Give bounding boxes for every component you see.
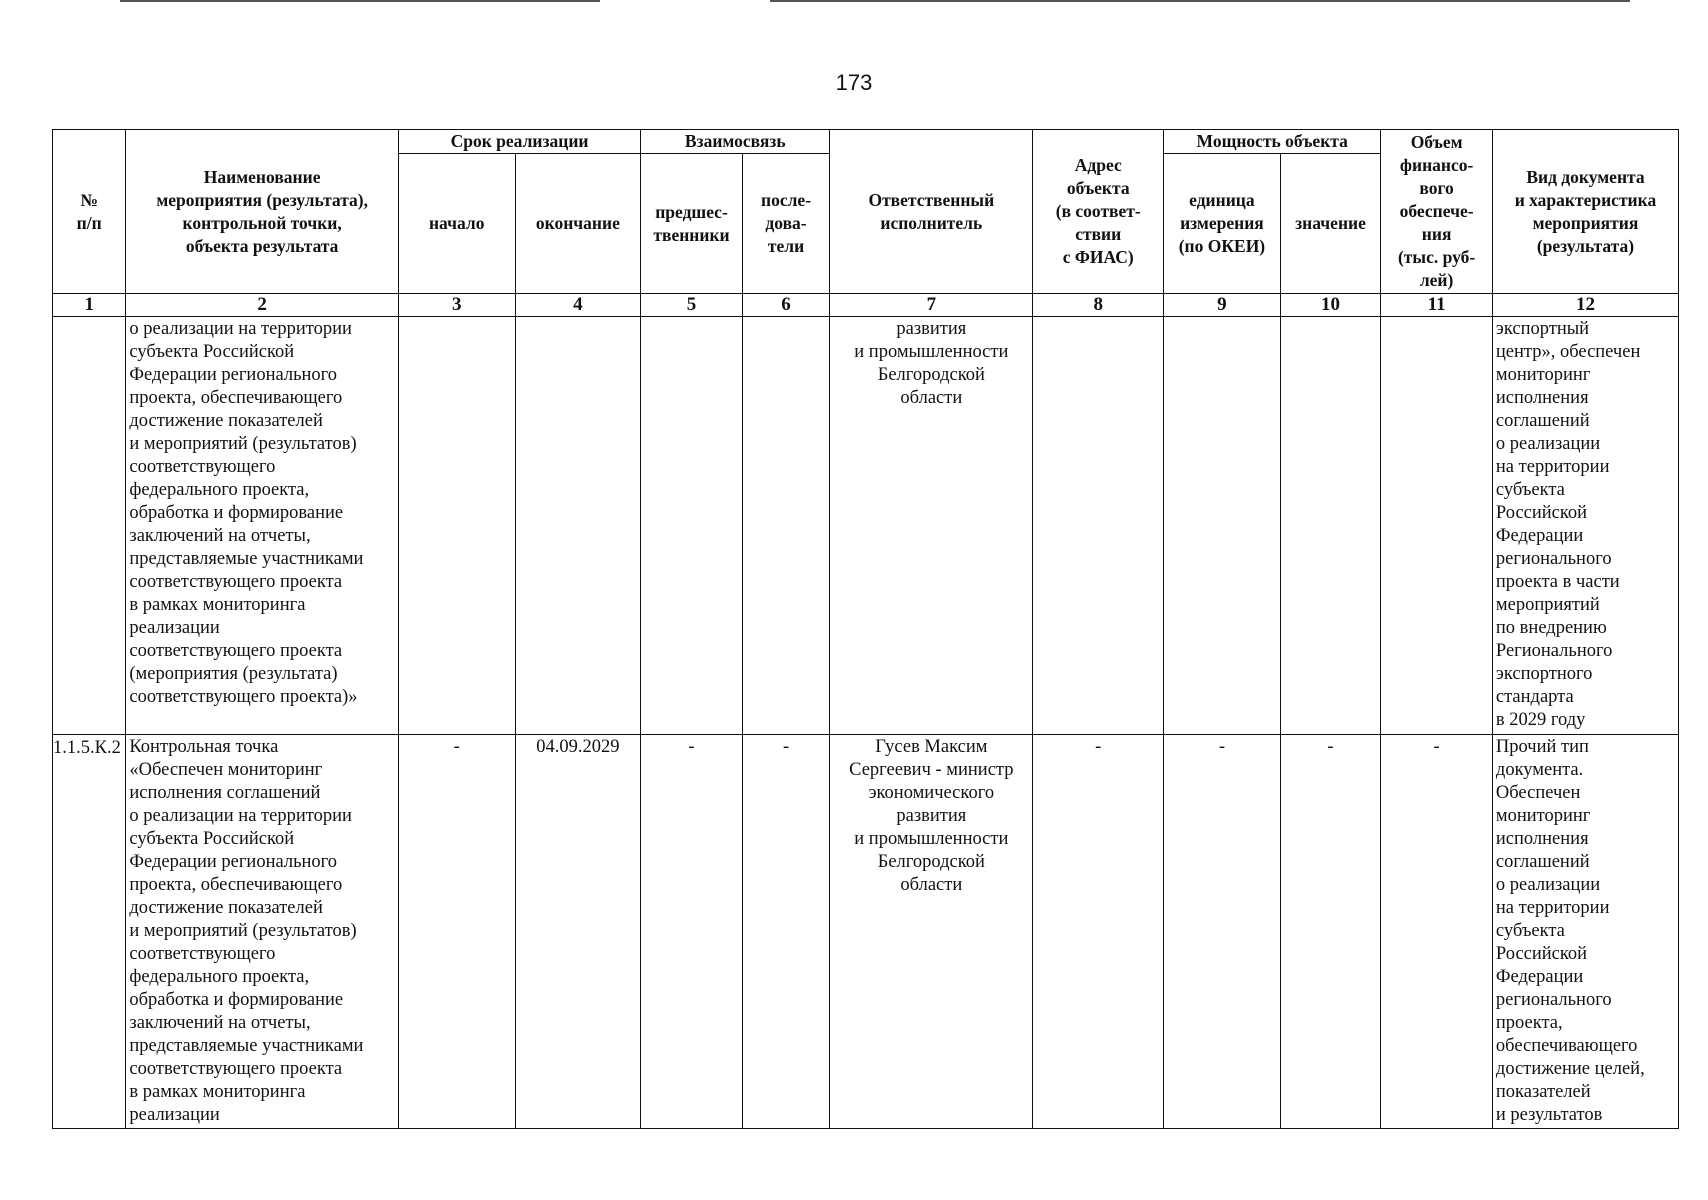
header-start: начало	[398, 154, 515, 294]
table-row	[53, 317, 1679, 735]
header-end: окончание	[515, 154, 641, 294]
header-group-term: Срок реализации	[398, 130, 640, 154]
column-number: 9	[1164, 294, 1281, 317]
row-successors	[742, 317, 829, 735]
row-name: Контрольная точка «Обеспечен мониторинг исполнения соглашений о реализации на территории субъекта Российской Федерации регионального проекта, обеспечивающего достижение показателей и мероприятий (результатов) соответствующего федерального проекта, обработка и формирование заключений на отчеты, представляемые участниками соответствующего проекта в рамках мониторинга реализации	[126, 735, 399, 1129]
row-start	[398, 317, 515, 735]
header-value: значение	[1280, 154, 1381, 294]
header-responsible: Ответственный исполнитель	[830, 130, 1033, 294]
header-document: Вид документа и характеристика мероприятия (результата)	[1492, 130, 1678, 294]
column-number: 4	[515, 294, 641, 317]
row-predecessors: -	[641, 735, 743, 1129]
row-successors: -	[742, 735, 829, 1129]
row-address: -	[1033, 735, 1164, 1129]
column-number: 11	[1381, 294, 1493, 317]
row-id: 1.1.5.К.2	[53, 735, 126, 1129]
header-successors: после- дова- тели	[742, 154, 829, 294]
scan-top-line-left	[120, 0, 600, 2]
row-start: -	[398, 735, 515, 1129]
header-number: № п/п	[53, 130, 126, 294]
table-row	[53, 735, 1679, 1129]
column-number: 10	[1280, 294, 1381, 317]
header-financing: Объем финансо- вого обеспече- ния (тыс. руб- лей)	[1381, 130, 1493, 294]
row-address	[1033, 317, 1164, 735]
row-responsible: развития и промышленности Белгородской области	[830, 317, 1033, 735]
column-number: 8	[1033, 294, 1164, 317]
row-responsible: Гусев Максим Сергеевич - министр экономического развития и промышленности Белгородской области	[830, 735, 1033, 1129]
header-group-relation: Взаимосвязь	[641, 130, 830, 154]
row-document: Прочий тип документа. Обеспечен мониторинг исполнения соглашений о реализации на территории субъекта Российской Федерации регионального проекта, обеспечивающего достижение целей, показателей и результатов	[1492, 735, 1678, 1129]
row-end: 04.09.2029	[515, 735, 641, 1129]
column-number: 12	[1492, 294, 1678, 317]
row-end	[515, 317, 641, 735]
header-predecessors: предшес- твенники	[641, 154, 743, 294]
header-unit: единица измерения (по ОКЕИ)	[1164, 154, 1281, 294]
scan-top-line-right	[770, 0, 1630, 2]
row-financing: -	[1381, 735, 1493, 1129]
column-number: 6	[742, 294, 829, 317]
column-number: 5	[641, 294, 743, 317]
results-table	[52, 129, 1679, 1129]
column-number: 3	[398, 294, 515, 317]
column-number: 1	[53, 294, 126, 317]
header-name: Наименование мероприятия (результата), контрольной точки, объекта результата	[126, 130, 399, 294]
column-number: 2	[126, 294, 399, 317]
row-financing	[1381, 317, 1493, 735]
row-value	[1280, 317, 1381, 735]
row-value: -	[1280, 735, 1381, 1129]
header-group-capacity: Мощность объекта	[1164, 130, 1381, 154]
header-address: Адрес объекта (в соответ- ствии с ФИАС)	[1033, 130, 1164, 294]
column-number: 7	[830, 294, 1033, 317]
row-name: о реализации на территории субъекта Российской Федерации регионального проекта, обеспечивающего достижение показателей и мероприятий (результатов) соответствующего федерального проекта, обработка и формирование заключений на отчеты, представляемые участниками соответствующего проекта в рамках мониторинга реализации соответствующего проекта (мероприятия (результата) соответствующего проекта)»	[126, 317, 399, 735]
row-predecessors	[641, 317, 743, 735]
page-number: 173	[835, 70, 873, 95]
row-unit: -	[1164, 735, 1281, 1129]
row-document: экспортный центр», обеспечен мониторинг исполнения соглашений о реализации на территории субъекта Российской Федерации регионального проекта в части мероприятий по внедрению Регионального экспортного стандарта в 2029 году	[1492, 317, 1678, 735]
row-id	[53, 317, 126, 735]
row-unit	[1164, 317, 1281, 735]
